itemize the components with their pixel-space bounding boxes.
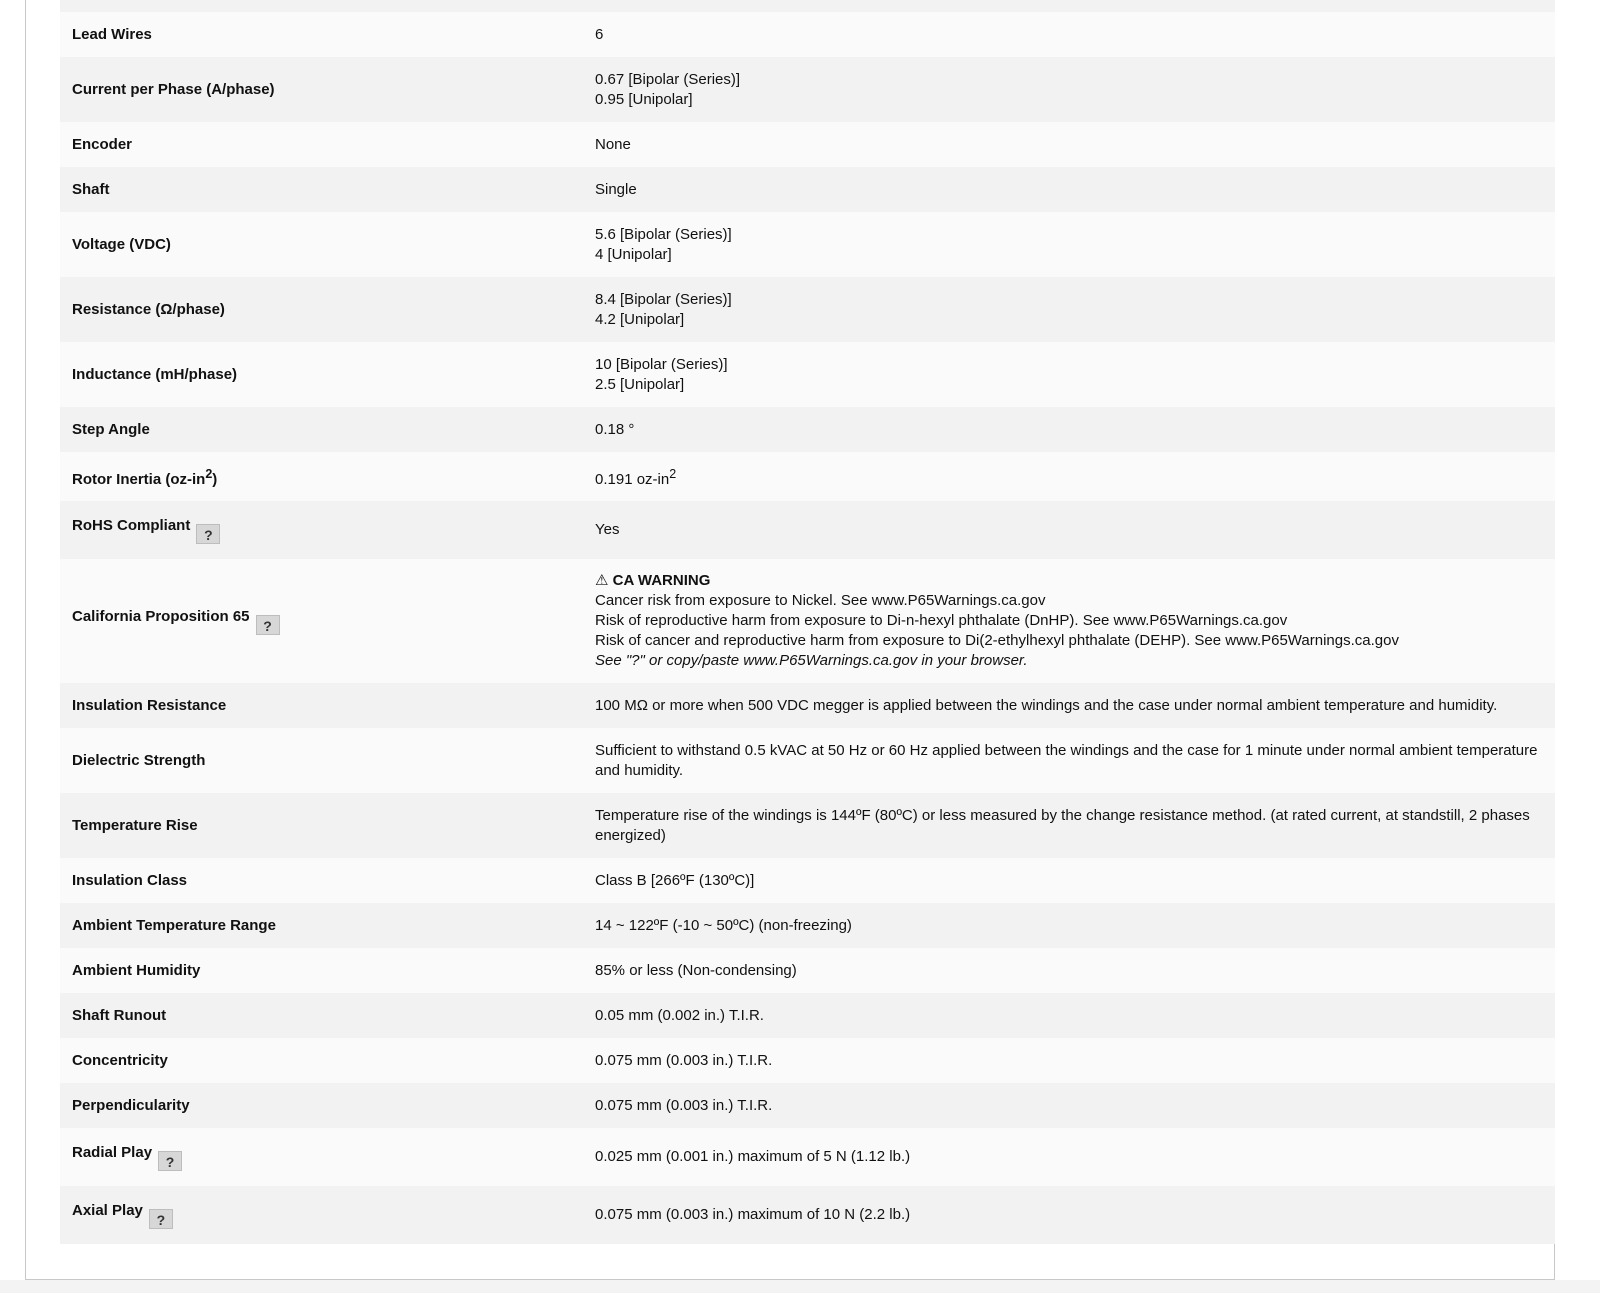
spec-label: Inductance (mH/phase) <box>72 365 238 383</box>
table-row <box>60 167 1555 212</box>
spec-value: None <box>595 135 631 153</box>
spec-label: Insulation Resistance <box>72 696 227 714</box>
table-row <box>60 858 1555 903</box>
table-row <box>60 559 1555 683</box>
spec-value: Sufficient to withstand 0.5 kVAC at 50 Hz or 60 Hz applied between the windings and the case for 1 minute under normal ambient temperature and humidity. <box>595 741 1538 779</box>
spec-value <box>583 342 1555 407</box>
spec-value: 100 MΩ or more when 500 VDC megger is applied between the windings and the case under normal ambient temperature and humidity. <box>595 696 1498 714</box>
prop65-warning <box>583 559 1555 683</box>
warning-line: Cancer risk from exposure to Nickel. See www.P65Warnings.ca.gov <box>595 592 1046 609</box>
table-row <box>60 683 1555 728</box>
table-row <box>60 903 1555 948</box>
table-row <box>60 277 1555 342</box>
warning-line: Risk of cancer and reproductive harm from exposure to Di(2-ethylhexyl phthalate (DEHP). See www.P65Warnings.ca.gov <box>595 632 1399 649</box>
table-row <box>60 728 1555 793</box>
spec-label: Concentricity <box>72 1051 168 1069</box>
spec-label: Step Angle <box>72 420 150 438</box>
table-row <box>60 12 1555 57</box>
warning-title: ⚠ CA WARNING <box>595 572 711 589</box>
spec-value: 0.05 mm (0.002 in.) T.I.R. <box>595 1006 764 1024</box>
spec-label: Shaft Runout <box>72 1006 167 1024</box>
spec-value <box>583 57 1555 122</box>
spec-value: Class B [266ºF (130ºC)] <box>595 871 755 889</box>
previous-row-edge <box>60 0 1555 12</box>
table-row <box>60 501 1555 559</box>
help-button[interactable]: ? <box>196 524 220 544</box>
warning-line: Risk of reproductive harm from exposure to Di-n-hexyl phthalate (DnHP). See www.P65Warnings.ca.gov <box>595 612 1288 629</box>
spec-label: Shaft <box>72 180 110 198</box>
specifications-table <box>60 12 1555 1244</box>
spec-label: Perpendicularity <box>72 1096 190 1114</box>
superscript: 2 <box>205 466 213 481</box>
spec-label: Temperature Rise <box>72 816 198 834</box>
spec-value: Temperature rise of the windings is 144ºF (80ºC) or less measured by the change resistance method. (at rated current, at standstill, 2 phases energized) <box>595 806 1530 844</box>
table-row <box>60 452 1555 501</box>
table-row <box>60 407 1555 452</box>
spec-value-line: 0.95 [Unipolar] <box>595 90 693 108</box>
spec-value: Yes <box>595 521 620 538</box>
spec-label: Encoder <box>72 135 133 153</box>
spec-label <box>60 452 583 501</box>
spec-label: Resistance (Ω/phase) <box>72 300 225 318</box>
spec-label: Ambient Temperature Range <box>72 916 276 934</box>
spec-label <box>60 1186 583 1244</box>
spec-value-line: 10 [Bipolar (Series)] <box>595 355 728 373</box>
spec-label-text: Rotor Inertia (oz-in <box>72 470 206 488</box>
table-row <box>60 1038 1555 1083</box>
spec-label-text: Radial Play <box>72 1144 153 1161</box>
spec-value: 6 <box>595 25 604 43</box>
spec-label-text: RoHS Compliant <box>72 517 191 534</box>
spec-value: 14 ~ 122ºF (-10 ~ 50ºC) (non-freezing) <box>595 916 852 934</box>
table-row <box>60 993 1555 1038</box>
spec-value: 85% or less (Non-condensing) <box>595 961 797 979</box>
spec-value-line: 8.4 [Bipolar (Series)] <box>595 290 732 308</box>
spec-label-text: California Proposition 65 <box>72 608 250 625</box>
table-row <box>60 793 1555 858</box>
table-row <box>60 1186 1555 1244</box>
spec-value: 0.075 mm (0.003 in.) maximum of 10 N (2.2 lb.) <box>595 1206 911 1223</box>
spec-label <box>60 559 583 683</box>
table-row <box>60 1083 1555 1128</box>
spec-value: 0.025 mm (0.001 in.) maximum of 5 N (1.12 lb.) <box>595 1148 911 1165</box>
spec-label: Lead Wires <box>72 25 152 43</box>
spec-value-line: 5.6 [Bipolar (Series)] <box>595 225 732 243</box>
table-row <box>60 122 1555 167</box>
spec-value <box>583 452 1555 501</box>
table-row <box>60 212 1555 277</box>
spec-label: Voltage (VDC) <box>72 235 171 253</box>
page-footer-band <box>0 1280 1600 1293</box>
table-row <box>60 57 1555 122</box>
help-button[interactable]: ? <box>149 1209 173 1229</box>
spec-value-line: 4 [Unipolar] <box>595 245 672 263</box>
spec-label-text: Axial Play <box>72 1202 143 1219</box>
spec-value: 0.075 mm (0.003 in.) T.I.R. <box>595 1051 773 1069</box>
spec-label <box>60 501 583 559</box>
spec-value: Single <box>595 180 637 198</box>
spec-label: Dielectric Strength <box>72 751 206 769</box>
superscript: 2 <box>669 466 677 481</box>
spec-value-line: 0.67 [Bipolar (Series)] <box>595 70 741 88</box>
spec-value-text: 0.191 oz-in <box>595 470 670 488</box>
spec-value-line: 4.2 [Unipolar] <box>595 310 685 328</box>
table-row <box>60 1128 1555 1186</box>
spec-value: 0.18 ° <box>595 420 635 438</box>
spec-label: Ambient Humidity <box>72 961 201 979</box>
table-row <box>60 342 1555 407</box>
table-row <box>60 948 1555 993</box>
help-button[interactable]: ? <box>158 1151 182 1171</box>
spec-label: Current per Phase (A/phase) <box>72 80 275 98</box>
spec-value-line: 2.5 [Unipolar] <box>595 375 685 393</box>
spec-label: Insulation Class <box>72 871 188 889</box>
spec-value <box>583 212 1555 277</box>
spec-label-text: ) <box>212 470 218 488</box>
spec-label <box>60 1128 583 1186</box>
spec-value: 0.075 mm (0.003 in.) T.I.R. <box>595 1096 773 1114</box>
warning-note: See "?" or copy/paste www.P65Warnings.ca.gov in your browser. <box>595 652 1028 669</box>
spec-value <box>583 277 1555 342</box>
help-button[interactable]: ? <box>256 615 280 635</box>
